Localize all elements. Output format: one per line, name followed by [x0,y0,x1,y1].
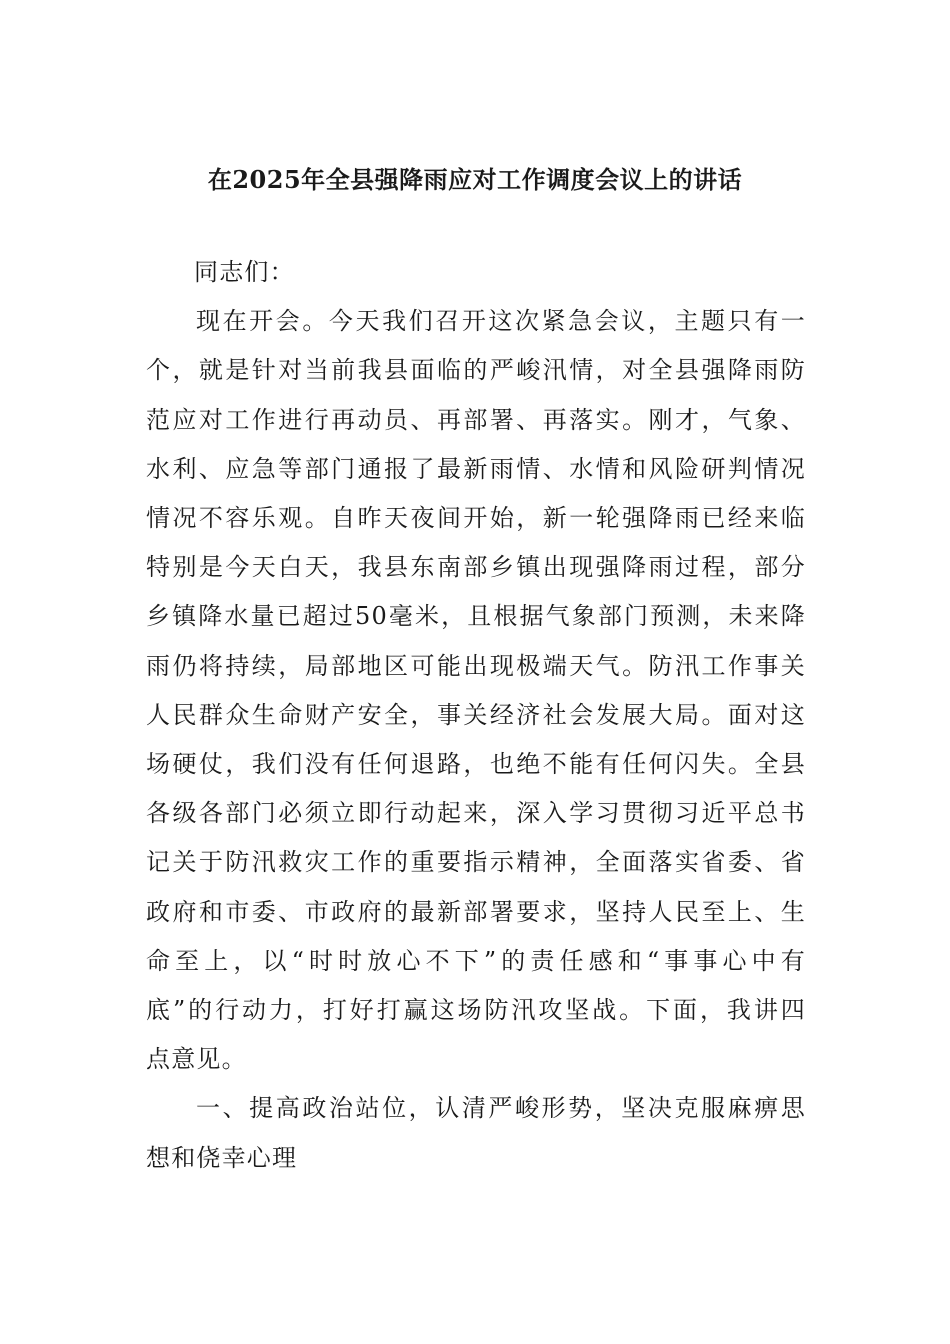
paragraph-line: 命至上，以“时时放心不下”的责任感和“事事心中有 [146,946,806,975]
paragraph-line: 场硬仗，我们没有任何退路，也绝不能有任何闪失。全县 [146,750,806,779]
salutation [146,248,806,297]
paragraph-line: 底”的行动力，打好打赢这场防汛攻坚战。下面，我讲四 [146,996,806,1025]
section-heading-line: 想和侥幸心理 [146,1143,298,1172]
paragraph-opening [146,297,806,1084]
paragraph-line: 特别是今天白天，我县东南部乡镇出现强降雨过程，部分 [146,553,806,582]
paragraph-line: 政府和市委、市政府的最新部署要求，坚持人民至上、生 [146,897,806,926]
paragraph-line: 个，就是针对当前我县面临的严峻汛情，对全县强降雨防 [146,356,806,385]
document-title: 在2025年全县强降雨应对工作调度会议上的讲话 [207,165,743,194]
paragraph-line: 点意见。 [146,1045,247,1074]
paragraph-line: 水利、应急等部门通报了最新雨情、水情和风险研判情况 [146,454,806,483]
paragraph-line: 范应对工作进行再动员、再部署、再落实。刚才，气象、 [146,405,806,434]
section-heading-line: 一、提高政治站位，认清严峻形势，坚决克服麻痹思 [196,1094,806,1123]
salutation-line: 同志们： [194,258,295,286]
paragraph-line: 现在开会。今天我们召开这次紧急会议，主题只有一 [196,307,806,336]
paragraph-line: 记关于防汛救灾工作的重要指示精神，全面落实省委、省 [146,848,806,877]
paragraph-line: 情况不容乐观。自昨天夜间开始，新一轮强降雨已经来临 [146,504,806,533]
paragraph-line: 各级各部门必须立即行动起来，深入学习贯彻习近平总书 [146,799,806,828]
document-body [146,248,806,1183]
paragraph-line: 乡镇降水量已超过50毫米，且根据气象部门预测，未来降 [146,602,806,631]
section-heading-1 [146,1084,806,1182]
paragraph-line: 人民群众生命财产安全，事关经济社会发展大局。面对这 [146,700,806,729]
paragraph-line: 雨仍将持续，局部地区可能出现极端天气。防汛工作事关 [146,651,806,680]
